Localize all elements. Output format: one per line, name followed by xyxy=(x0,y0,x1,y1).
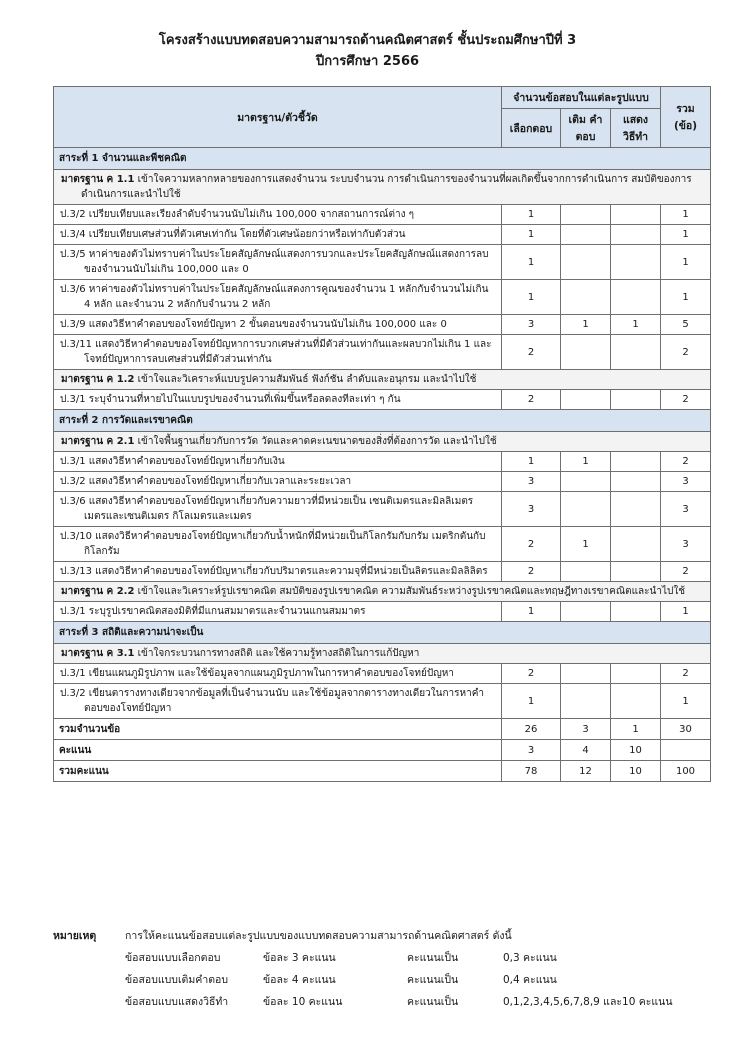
note-score-label: คะแนนเป็น xyxy=(407,996,459,1008)
show-work-count xyxy=(611,205,661,225)
note-type: ข้อสอบแบบแสดงวิธีทำ xyxy=(125,996,229,1008)
indicator-text: ป.3/1 ระบุจำนวนที่หายไปในแบบรูปของจำนวนที่เพิ่มขึ้นหรือลดลงทีละเท่า ๆ กัน xyxy=(54,390,502,410)
indicator-text: ป.3/11 แสดงวิธีหาคำตอบของโจทย์ปัญหาการบวกเศษส่วนที่มีตัวส่วนเท่ากันและผลบวกไม่เกิน 1 และโจทย์ปัญหาการลบเศษส่วนที่มีตัวส่วนเท่ากัน xyxy=(54,335,502,370)
row-total: 1 xyxy=(661,602,711,622)
standard-text: เข้าใจพื้นฐานเกี่ยวกับการวัด วัดและคาดคะเนขนาดของสิ่งที่ต้องการวัด และนำไปใช้ xyxy=(137,436,497,447)
standard-text: เข้าใจกระบวนการทางสถิติ และใช้ความรู้ทางสถิติในการแก้ปัญหา xyxy=(137,648,420,659)
indicator-text: ป.3/10 แสดงวิธีหาคำตอบของโจทย์ปัญหาเกี่ยวกับน้ำหนักที่มีหน่วยเป็นกิโลกรัมกับกรัม เมตริกตันกับกิโลกรัม xyxy=(54,527,502,562)
indicator-text: ป.3/5 หาค่าของตัวไม่ทราบค่าในประโยคสัญลักษณ์แสดงการบวกและประโยคสัญลักษณ์แสดงการลบของจำนวนนับไม่เกิน 100,000 และ 0 xyxy=(54,245,502,280)
show-work-count xyxy=(611,527,661,562)
fill-in-count xyxy=(561,472,611,492)
document-subtitle: ปีการศึกษา 2566 xyxy=(315,54,420,69)
totals-label: รวมคะแนน xyxy=(54,761,502,782)
totals-row xyxy=(54,719,711,740)
show-work-count xyxy=(611,472,661,492)
header-show-work: แสดง วิธีทำ xyxy=(611,109,661,148)
multiple-choice-count: 1 xyxy=(502,280,561,315)
multiple-choice-count: 1 xyxy=(502,602,561,622)
note-block xyxy=(53,925,723,1013)
note-per-item: ข้อละ 4 คะแนน xyxy=(263,974,336,986)
fill-in-count xyxy=(561,390,611,410)
multiple-choice-count: 1 xyxy=(502,684,561,719)
row-total: 2 xyxy=(661,562,711,582)
row-total: 1 xyxy=(661,225,711,245)
indicator-row xyxy=(54,245,711,280)
row-total: 3 xyxy=(661,527,711,562)
section-row xyxy=(54,410,711,432)
totals-fill-in: 12 xyxy=(561,761,611,782)
section-title: สาระที่ 2 การวัดและเรขาคณิต xyxy=(54,410,711,432)
fill-in-count xyxy=(561,225,611,245)
row-total: 1 xyxy=(661,205,711,225)
indicator-text: ป.3/2 เขียนตารางทางเดียวจากข้อมูลที่เป็นจำนวนนับ และใช้ข้อมูลจากตารางทางเดียวในการหาคำตอบของโจทย์ปัญหา xyxy=(54,684,502,719)
section-row xyxy=(54,622,711,644)
totals-total xyxy=(661,740,711,761)
indicator-row xyxy=(54,602,711,622)
fill-in-count: 1 xyxy=(561,315,611,335)
totals-fill-in: 4 xyxy=(561,740,611,761)
note-per-item: ข้อละ 10 คะแนน xyxy=(263,996,343,1008)
note-row xyxy=(53,947,723,969)
standard-text: เข้าใจความหลากหลายของการแสดงจำนวน ระบบจำนวน การดำเนินการของจำนวนที่ผลเกิดขึ้นจากการดำเนินการ สมบัติของการดำเนินการและนำไปใช้ xyxy=(81,174,692,200)
note-row xyxy=(53,969,723,991)
indicator-row xyxy=(54,205,711,225)
totals-show-work: 1 xyxy=(611,719,661,740)
row-total: 1 xyxy=(661,684,711,719)
indicator-row xyxy=(54,664,711,684)
indicator-row xyxy=(54,562,711,582)
row-total: 3 xyxy=(661,492,711,527)
totals-multiple-choice: 26 xyxy=(502,719,561,740)
show-work-count xyxy=(611,492,661,527)
row-total: 2 xyxy=(661,452,711,472)
standard-cell xyxy=(54,170,711,205)
totals-fill-in: 3 xyxy=(561,719,611,740)
multiple-choice-count: 2 xyxy=(502,335,561,370)
row-total: 1 xyxy=(661,280,711,315)
header-total: รวม (ข้อ) xyxy=(661,87,711,148)
show-work-count xyxy=(611,684,661,719)
multiple-choice-count: 1 xyxy=(502,245,561,280)
standard-row xyxy=(54,644,711,664)
fill-in-count xyxy=(561,245,611,280)
header-fill-in: เติม คำตอบ xyxy=(561,109,611,148)
standard-label: มาตรฐาน ค 3.1 xyxy=(61,648,135,659)
standard-cell xyxy=(54,432,711,452)
row-total: 2 xyxy=(661,390,711,410)
fill-in-count xyxy=(561,602,611,622)
indicator-row xyxy=(54,390,711,410)
note-per-item: ข้อละ 3 คะแนน xyxy=(263,952,336,964)
row-total: 2 xyxy=(661,664,711,684)
standard-row xyxy=(54,170,711,205)
note-type: ข้อสอบแบบเลือกตอบ xyxy=(125,952,221,964)
note-score-values: 0,1,2,3,4,5,6,7,8,9 และ10 คะแนน xyxy=(503,996,673,1008)
standard-cell xyxy=(54,370,711,390)
totals-multiple-choice: 3 xyxy=(502,740,561,761)
standard-label: มาตรฐาน ค 2.1 xyxy=(61,436,135,447)
show-work-count: 1 xyxy=(611,315,661,335)
standard-label: มาตรฐาน ค 1.2 xyxy=(61,374,135,385)
indicator-row xyxy=(54,492,711,527)
indicator-text: ป.3/6 หาค่าของตัวไม่ทราบค่าในประโยคสัญลักษณ์แสดงการคูณของจำนวน 1 หลักกับจำนวนไม่เกิน 4 หลัก และจำนวน 2 หลักกับจำนวน 2 หลัก xyxy=(54,280,502,315)
row-total: 5 xyxy=(661,315,711,335)
header-multiple-choice: เลือกตอบ xyxy=(502,109,561,148)
multiple-choice-count: 2 xyxy=(502,664,561,684)
show-work-count xyxy=(611,245,661,280)
test-structure-table xyxy=(53,86,711,782)
show-work-count xyxy=(611,225,661,245)
totals-label: รวมจำนวนข้อ xyxy=(54,719,502,740)
indicator-text: ป.3/1 ระบุรูปเรขาคณิตสองมิติที่มีแกนสมมาตรและจำนวนแกนสมมาตร xyxy=(54,602,502,622)
indicator-row xyxy=(54,225,711,245)
indicator-row xyxy=(54,280,711,315)
standard-row xyxy=(54,370,711,390)
fill-in-count xyxy=(561,684,611,719)
row-total: 2 xyxy=(661,335,711,370)
show-work-count xyxy=(611,280,661,315)
note-score-values: 0,3 คะแนน xyxy=(503,952,557,964)
totals-row xyxy=(54,740,711,761)
standard-row xyxy=(54,432,711,452)
standard-label: มาตรฐาน ค 2.2 xyxy=(61,586,135,597)
totals-show-work: 10 xyxy=(611,761,661,782)
show-work-count xyxy=(611,562,661,582)
indicator-text: ป.3/6 แสดงวิธีหาคำตอบของโจทย์ปัญหาเกี่ยวกับความยาวที่มีหน่วยเป็น เซนติเมตรและมิลลิเมตร เมตรและเซนติเมตร กิโลเมตรและเมตร xyxy=(54,492,502,527)
header-indicator: มาตรฐาน/ตัวชี้วัด xyxy=(54,87,502,148)
multiple-choice-count: 3 xyxy=(502,315,561,335)
multiple-choice-count: 2 xyxy=(502,390,561,410)
indicator-text: ป.3/13 แสดงวิธีหาคำตอบของโจทย์ปัญหาเกี่ยวกับปริมาตรและความจุที่มีหน่วยเป็นลิตรและมิลลิลิตร xyxy=(54,562,502,582)
show-work-count xyxy=(611,452,661,472)
fill-in-count: 1 xyxy=(561,527,611,562)
document-title: โครงสร้างแบบทดสอบความสามารถด้านคณิตศาสตร์ ชั้นประถมศึกษาปีที่ 3 xyxy=(158,33,577,48)
totals-row xyxy=(54,761,711,782)
fill-in-count xyxy=(561,205,611,225)
standard-row xyxy=(54,582,711,602)
section-title: สาระที่ 1 จำนวนและพีชคณิต xyxy=(54,148,711,170)
section-row xyxy=(54,148,711,170)
totals-label: คะแนน xyxy=(54,740,502,761)
fill-in-count xyxy=(561,562,611,582)
show-work-count xyxy=(611,602,661,622)
row-total: 1 xyxy=(661,245,711,280)
note-row xyxy=(53,991,723,1013)
totals-total: 100 xyxy=(661,761,711,782)
indicator-row xyxy=(54,684,711,719)
indicator-text: ป.3/2 แสดงวิธีหาคำตอบของโจทย์ปัญหาเกี่ยวกับเวลาและระยะเวลา xyxy=(54,472,502,492)
multiple-choice-count: 1 xyxy=(502,225,561,245)
note-type: ข้อสอบแบบเติมคำตอบ xyxy=(125,974,229,986)
multiple-choice-count: 1 xyxy=(502,452,561,472)
multiple-choice-count: 2 xyxy=(502,562,561,582)
indicator-row xyxy=(54,335,711,370)
fill-in-count: 1 xyxy=(561,452,611,472)
note-score-values: 0,4 คะแนน xyxy=(503,974,557,986)
note-score-label: คะแนนเป็น xyxy=(407,974,459,986)
standard-text: เข้าใจและวิเคราะห์รูปเรขาคณิต สมบัติของรูปเรขาคณิต ความสัมพันธ์ระหว่างรูปเรขาคณิตและทฤษฎีทางเรขาคณิตและนำไปใช้ xyxy=(137,586,686,597)
note-heading: หมายเหตุ xyxy=(53,930,97,942)
header-item-count-group: จำนวนข้อสอบในแต่ละรูปแบบ xyxy=(502,87,661,109)
indicator-row xyxy=(54,315,711,335)
standard-cell xyxy=(54,582,711,602)
multiple-choice-count: 2 xyxy=(502,527,561,562)
fill-in-count xyxy=(561,335,611,370)
indicator-row xyxy=(54,472,711,492)
standard-label: มาตรฐาน ค 1.1 xyxy=(61,174,135,185)
row-total: 3 xyxy=(661,472,711,492)
show-work-count xyxy=(611,664,661,684)
indicator-text: ป.3/9 แสดงวิธีหาคำตอบของโจทย์ปัญหา 2 ขั้นตอนของจำนวนนับไม่เกิน 100,000 และ 0 xyxy=(54,315,502,335)
section-title: สาระที่ 3 สถิติและความน่าจะเป็น xyxy=(54,622,711,644)
indicator-text: ป.3/1 แสดงวิธีหาคำตอบของโจทย์ปัญหาเกี่ยวกับเงิน xyxy=(54,452,502,472)
show-work-count xyxy=(611,335,661,370)
fill-in-count xyxy=(561,664,611,684)
indicator-text: ป.3/1 เขียนแผนภูมิรูปภาพ และใช้ข้อมูลจากแผนภูมิรูปภาพในการหาคำตอบของโจทย์ปัญหา xyxy=(54,664,502,684)
totals-show-work: 10 xyxy=(611,740,661,761)
fill-in-count xyxy=(561,492,611,527)
multiple-choice-count: 3 xyxy=(502,472,561,492)
indicator-text: ป.3/4 เปรียบเทียบเศษส่วนที่ตัวเศษเท่ากัน โดยที่ตัวเศษน้อยกว่าหรือเท่ากับตัวส่วน xyxy=(54,225,502,245)
totals-total: 30 xyxy=(661,719,711,740)
indicator-row xyxy=(54,527,711,562)
note-intro: การให้คะแนนข้อสอบแต่ละรูปแบบของแบบทดสอบความสามารถด้านคณิตศาสตร์ ดังนี้ xyxy=(125,930,512,942)
indicator-text: ป.3/2 เปรียบเทียบและเรียงลำดับจำนวนนับไม่เกิน 100,000 จากสถานการณ์ต่าง ๆ xyxy=(54,205,502,225)
note-score-label: คะแนนเป็น xyxy=(407,952,459,964)
multiple-choice-count: 3 xyxy=(502,492,561,527)
multiple-choice-count: 1 xyxy=(502,205,561,225)
indicator-row xyxy=(54,452,711,472)
show-work-count xyxy=(611,390,661,410)
totals-multiple-choice: 78 xyxy=(502,761,561,782)
standard-text: เข้าใจและวิเคราะห์แบบรูปความสัมพันธ์ ฟังก์ชัน ลำดับและอนุกรม และนำไปใช้ xyxy=(137,374,477,385)
standard-cell xyxy=(54,644,711,664)
fill-in-count xyxy=(561,280,611,315)
